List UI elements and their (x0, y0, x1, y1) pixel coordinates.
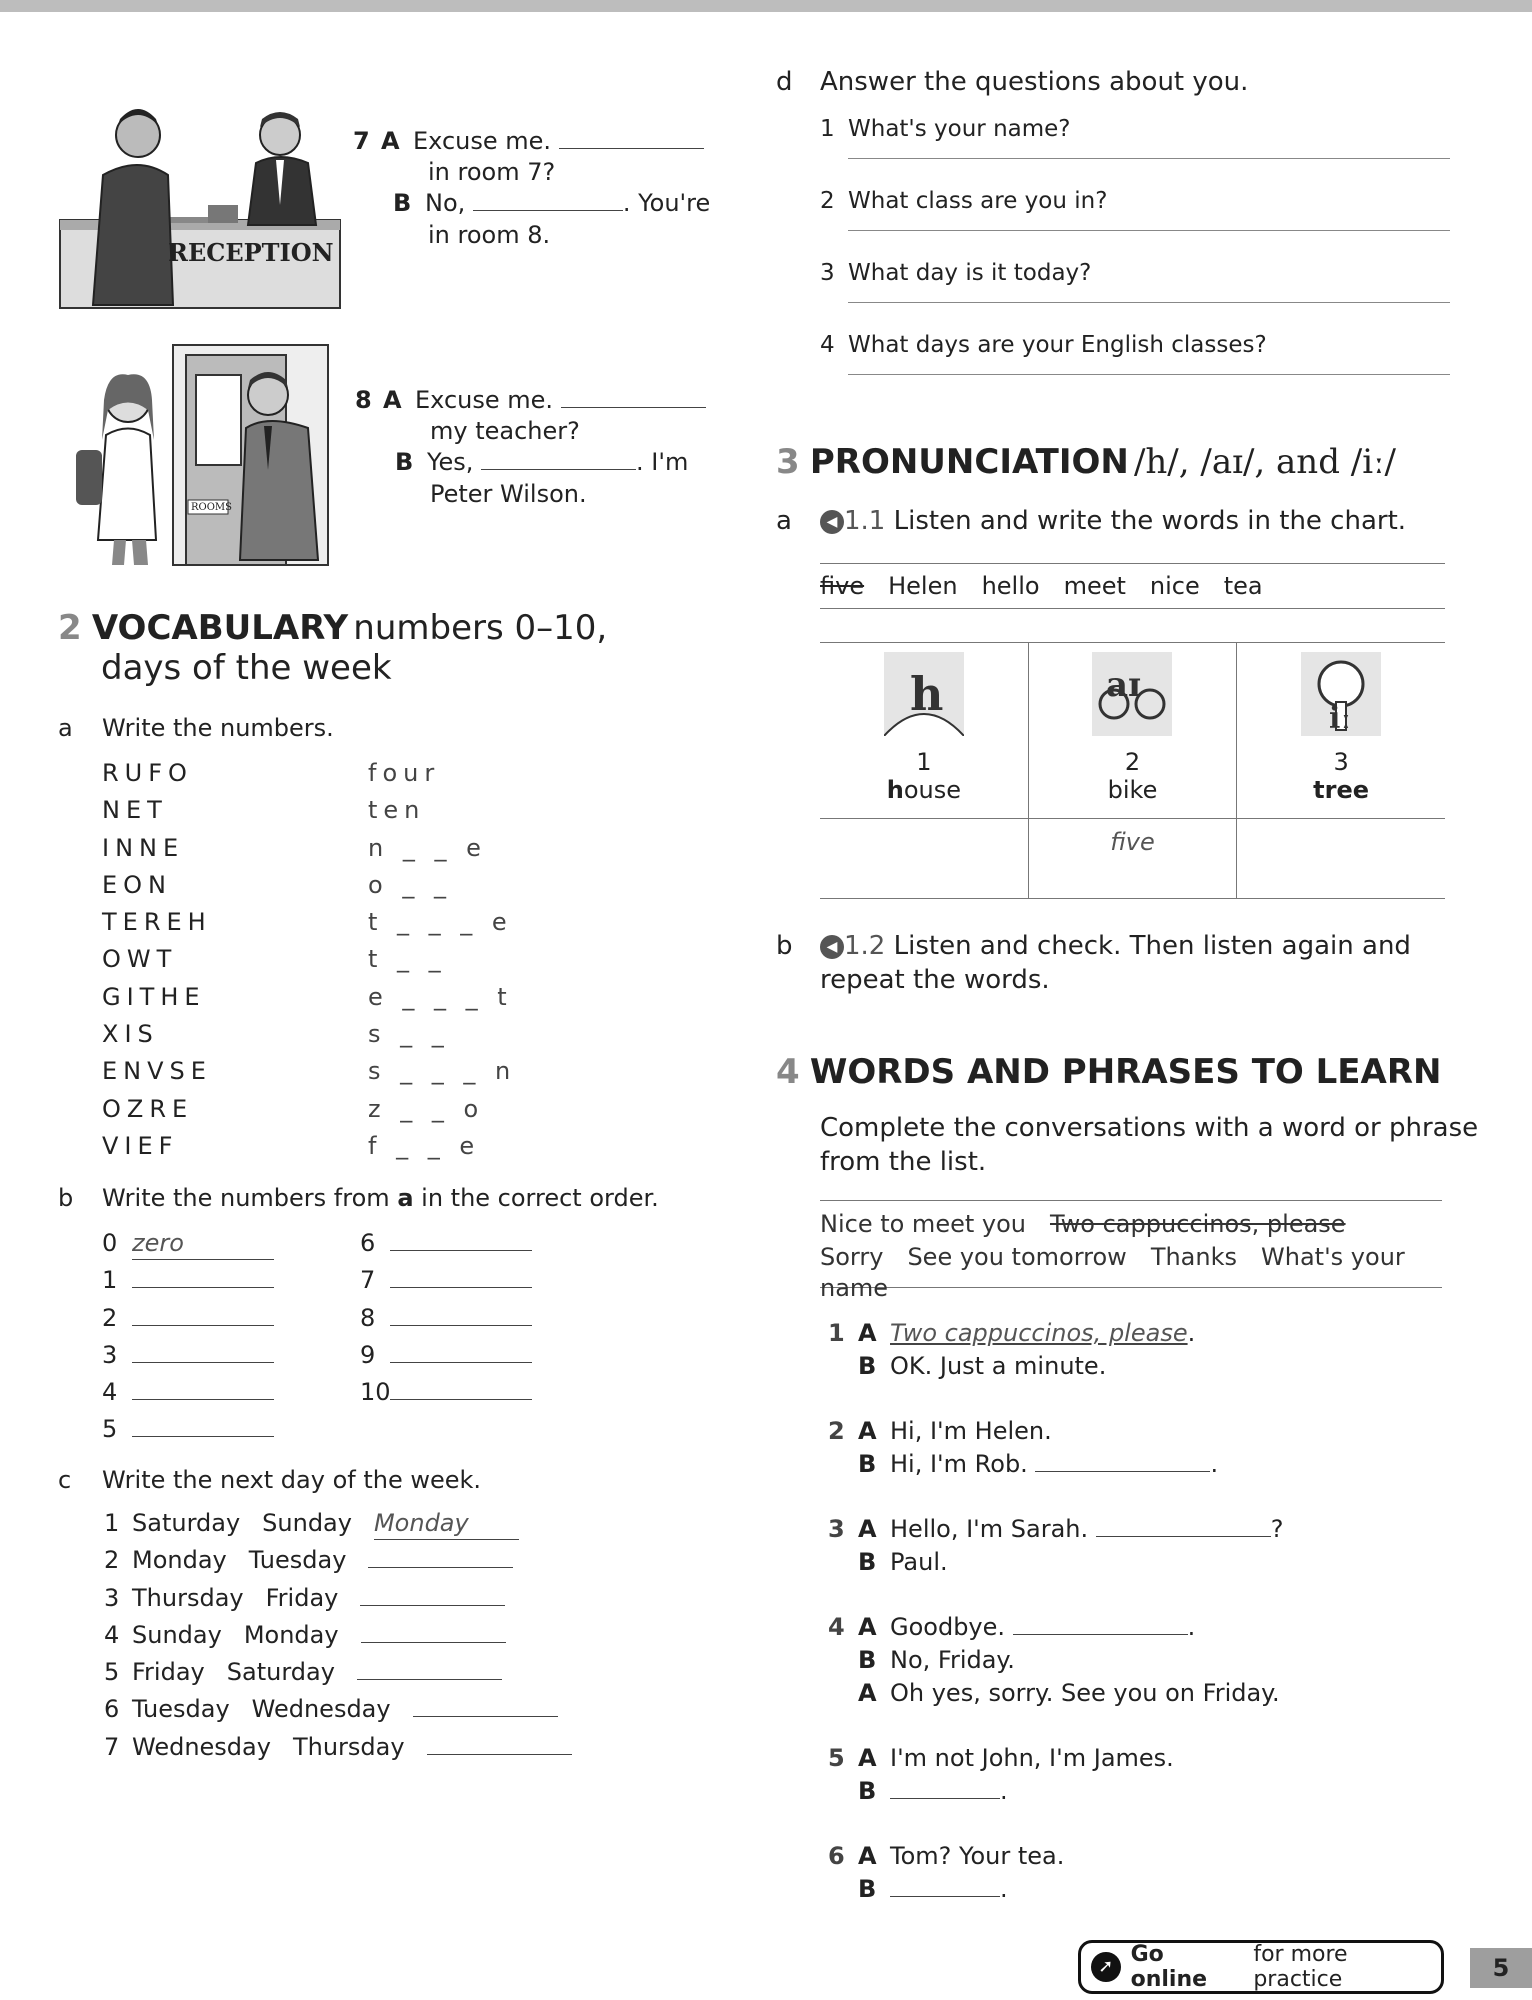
answer-pattern[interactable]: z _ _ o (368, 1094, 485, 1123)
dialog-number: 7 (353, 127, 370, 155)
chart-answer-cell[interactable] (820, 819, 1028, 899)
day-word: Monday (132, 1546, 227, 1575)
scrambled-word: OZRE (102, 1094, 194, 1123)
phrase-item: What's your name (820, 1243, 1405, 1303)
answer-blank[interactable] (890, 1798, 1000, 1799)
day-word: Monday (243, 1620, 339, 1649)
instruction-line: from the list. (820, 1146, 987, 1177)
exercise-2c (58, 1465, 481, 1496)
question: What day is it today? (848, 260, 1092, 286)
question-item (820, 115, 1320, 187)
scramble-row (102, 907, 516, 944)
exercise-instruction: a (397, 1184, 414, 1212)
section-title: WORDS AND PHRASES TO LEARN (809, 1052, 1442, 1092)
day-word: Tuesday (132, 1695, 230, 1724)
item-number: 5 (102, 1415, 118, 1444)
word-list-item: meet (1063, 572, 1126, 600)
item-number: 7 (360, 1266, 376, 1295)
conversation-line (828, 1841, 1458, 1874)
h-sound-icon (884, 652, 964, 736)
answer-blank[interactable] (473, 210, 623, 211)
answer-blank[interactable] (890, 1896, 1000, 1897)
dialog-line: my teacher? (430, 417, 580, 446)
word-list-item: five (820, 572, 865, 600)
conversation-number: 1 (828, 1319, 845, 1347)
chart-cell-1 (820, 643, 1028, 819)
number-row (102, 1414, 274, 1451)
tree-sound-icon (1301, 652, 1381, 736)
svg-text:aɪ: aɪ (1106, 665, 1142, 705)
phrase-item: Nice to meet you (820, 1210, 1026, 1238)
answer-blank[interactable] (561, 407, 706, 408)
question: What's your name? (848, 116, 1071, 142)
day-row (104, 1545, 572, 1582)
number-row (102, 1228, 274, 1265)
dialog-line: Excuse me. (415, 386, 554, 414)
page-number: 5 (1470, 1948, 1532, 1988)
scrambled-word: OWT (102, 945, 178, 974)
speaker-a: A (381, 127, 400, 155)
item-number: 6 (360, 1229, 376, 1257)
section-4-instruction (820, 1112, 1478, 1180)
number-row (360, 1303, 532, 1340)
question-item (820, 187, 1320, 259)
day-word: Wednesday (132, 1732, 271, 1761)
speaker-label: B (858, 1646, 877, 1674)
conversation-line (828, 1449, 1458, 1482)
number-row (102, 1340, 274, 1377)
conversation-line (828, 1547, 1458, 1580)
days-list (104, 1508, 572, 1769)
line-text: Oh yes, sorry. See you on Friday. (890, 1679, 1280, 1707)
number-row (360, 1377, 532, 1414)
conversation-line (828, 1318, 1458, 1351)
speaker-b: B (395, 448, 414, 477)
word-list-item: tea (1223, 572, 1263, 600)
dialog-number: 8 (355, 386, 372, 414)
item-number: 8 (360, 1303, 376, 1332)
speaker-label: B (858, 1548, 877, 1576)
answer-blank[interactable] (132, 1399, 274, 1400)
dialog-line: Yes, (427, 448, 474, 477)
item-number: 1 (820, 116, 835, 142)
dialog-8 (355, 385, 715, 510)
chart-number: 3 (1333, 748, 1349, 776)
word-list-item: nice (1149, 572, 1200, 600)
question: What days are your English classes? (848, 332, 1267, 358)
answer-blank[interactable] (361, 1642, 506, 1643)
dialog-line: Peter Wilson. (430, 479, 587, 508)
scramble-row (102, 833, 516, 870)
line-end: . (1000, 1875, 1008, 1903)
scrambled-word: VIEF (102, 1131, 179, 1160)
scramble-row (102, 1131, 516, 1168)
chart-word-bike: bike (1107, 776, 1158, 804)
day-row (104, 1657, 572, 1694)
scrambled-word: XIS (102, 1020, 159, 1049)
exercise-letter: d (776, 67, 793, 97)
question-text (820, 187, 1320, 217)
numbers-list-right (360, 1228, 532, 1414)
section-3-heading (776, 442, 1396, 482)
reception-sign: RECEPTION (168, 238, 334, 267)
dialog-line: . You're (622, 189, 711, 218)
line-text: OK. Just a minute. (890, 1352, 1107, 1380)
go-online-button[interactable] (1078, 1940, 1444, 1994)
answer-line[interactable] (848, 301, 1450, 303)
speaker-b: B (393, 189, 412, 218)
conversation (828, 1416, 1458, 1482)
audio-icon[interactable]: ◀ (820, 510, 844, 534)
day-word: Friday (132, 1658, 205, 1687)
answer-pattern[interactable]: f _ _ e (368, 1131, 481, 1160)
exercise-instruction: Write the numbers from (102, 1184, 390, 1212)
conversation (828, 1743, 1458, 1809)
exercise-2b (58, 1183, 659, 1214)
scrambled-word: ENVSE (102, 1057, 212, 1086)
exercise-letter: a (58, 714, 73, 742)
numbers-list-left (102, 1228, 274, 1452)
word-list-item: hello (981, 572, 1040, 600)
answer-blank[interactable] (1096, 1536, 1271, 1537)
conversation-line (828, 1612, 1458, 1645)
question-text (820, 115, 1320, 145)
exercise-instruction: Answer the questions about you. (820, 67, 1249, 97)
speaker-label: A (858, 1417, 877, 1445)
question: What class are you in? (848, 188, 1108, 214)
speaker-label: B (858, 1875, 877, 1903)
dialog-7 (353, 126, 713, 251)
section-number: 3 (776, 442, 800, 482)
item-number: 2 (104, 1546, 120, 1575)
line-text: Hello, I'm Sarah. (890, 1515, 1096, 1543)
top-border (0, 0, 1532, 12)
cursor-icon: ➚ (1091, 1952, 1121, 1982)
answer-pattern[interactable]: s _ _ _ n (368, 1057, 517, 1086)
answer-line[interactable] (848, 373, 1450, 375)
item-number: 7 (104, 1732, 120, 1761)
scramble-row (102, 1094, 516, 1131)
speaker-label: B (858, 1450, 877, 1478)
speaker-label: A (858, 1744, 877, 1772)
answer-blank[interactable] (390, 1325, 532, 1326)
scrambled-word: INNE (102, 833, 185, 862)
svg-text:iː: iː (1329, 701, 1352, 736)
number-row (102, 1265, 274, 1302)
scramble-row (102, 944, 516, 981)
exercise-2a (58, 713, 334, 744)
phrase-item: Sorry (820, 1243, 884, 1272)
phrase-list (820, 1200, 1442, 1303)
day-word: Thursday (132, 1583, 244, 1612)
exercise-instruction: in the correct order. (421, 1184, 659, 1212)
section-phonemes: /h/, /aɪ/, and /iː/ (1133, 442, 1397, 482)
number-row (102, 1377, 274, 1414)
speaker-label: B (858, 1777, 877, 1805)
question-item (820, 331, 1320, 403)
conversation (828, 1318, 1458, 1384)
item-number: 5 (104, 1658, 120, 1687)
scramble-row (102, 1056, 516, 1093)
exercise-letter: b (776, 931, 793, 961)
speaker-a: A (383, 386, 402, 414)
exercise-letter: b (58, 1184, 74, 1212)
phrase-item: Thanks (1150, 1243, 1238, 1272)
answer-pattern[interactable]: t _ _ _ e (368, 908, 513, 937)
line-text: I'm not John, I'm James. (890, 1744, 1174, 1772)
answer-line[interactable] (848, 157, 1450, 159)
answer-blank[interactable] (427, 1754, 572, 1755)
conversation-line (828, 1514, 1458, 1547)
line-end: . (1187, 1613, 1196, 1641)
section-subtitle: days of the week (101, 648, 392, 688)
line-text: No, Friday. (890, 1646, 1015, 1674)
item-number: 10 (360, 1378, 391, 1407)
answer-blank[interactable] (1035, 1471, 1210, 1472)
answer-blank[interactable]: Monday (374, 1508, 519, 1540)
item-number: 0 (102, 1229, 118, 1257)
dialog-line: . I'm (636, 448, 689, 477)
answer-pattern[interactable]: e _ _ _ t (368, 982, 513, 1011)
exercise-instruction: Listen and write the words in the chart. (893, 506, 1407, 536)
exercise-instruction: Listen and check. Then listen again and (893, 931, 1411, 961)
section-title: PRONUNCIATION (809, 442, 1129, 482)
svg-text:h: h (909, 667, 944, 721)
item-number: 2 (102, 1303, 118, 1332)
conversation-line (828, 1351, 1458, 1384)
dialog-line: No, (425, 189, 466, 218)
section-title: VOCABULARY (91, 608, 349, 648)
item-number: 2 (820, 188, 835, 214)
answer-blank[interactable] (390, 1362, 532, 1363)
conversation-line (828, 1743, 1458, 1776)
phrase-item: Two cappuccinos, please (1049, 1210, 1346, 1238)
online-rest: for more practice (1253, 1942, 1348, 1992)
chart-word-house: house (886, 776, 962, 804)
answer-blank[interactable] (132, 1325, 274, 1326)
line-end: ? (1270, 1515, 1284, 1543)
answer-blank[interactable] (390, 1250, 532, 1251)
answer-line[interactable] (848, 229, 1450, 231)
answer-blank[interactable] (390, 1287, 532, 1288)
conversation-line (828, 1645, 1458, 1678)
day-word: Thursday (292, 1732, 405, 1761)
scramble-row (102, 982, 516, 1019)
number-row (360, 1228, 532, 1265)
questions-list (820, 115, 1320, 403)
answer-pattern[interactable]: o _ _ (368, 870, 452, 899)
scrambled-word: TEREH (102, 908, 212, 937)
speaker-label: A (858, 1613, 877, 1641)
item-number: 1 (102, 1266, 118, 1295)
scrambled-word: NET (102, 796, 168, 825)
bike-sound-icon (1092, 652, 1172, 736)
scramble-row (102, 1019, 516, 1056)
number-row (360, 1340, 532, 1377)
speaker-label: A (858, 1319, 877, 1347)
conversation (828, 1841, 1458, 1907)
conversation (828, 1514, 1458, 1580)
door-sign: ROOMS (191, 502, 233, 513)
day-word: Sunday (262, 1509, 352, 1537)
exercise-instruction: Write the numbers. (102, 714, 334, 742)
line-end: . (1210, 1450, 1219, 1478)
chart-entry: five (1110, 828, 1155, 856)
conversation-number: 5 (828, 1744, 845, 1772)
section-2-heading (58, 608, 678, 688)
chart-number: 2 (1124, 748, 1141, 776)
conversation-number: 6 (828, 1842, 845, 1870)
line-end: . (1000, 1777, 1008, 1805)
answer-blank[interactable] (559, 148, 704, 149)
line-text: Goodbye. (890, 1613, 1013, 1641)
day-word: Wednesday (251, 1695, 391, 1724)
item-number: 4 (104, 1620, 120, 1649)
exercise-instruction: repeat the words. (820, 964, 1050, 995)
answer-pattern[interactable]: n _ _ e (368, 833, 487, 862)
speaker-label: B (858, 1352, 877, 1380)
conversation-line (828, 1678, 1458, 1711)
audio-track: 1.2 (844, 931, 886, 961)
speaker-label: A (858, 1515, 877, 1543)
pronunciation-chart (820, 642, 1445, 899)
number-row (360, 1265, 532, 1302)
scrambled-word: GITHE (102, 982, 206, 1011)
chart-cell-2 (1028, 643, 1236, 819)
day-row (104, 1620, 572, 1657)
item-number: 3 (820, 260, 835, 286)
speaker-label: A (858, 1679, 877, 1707)
exercise-d (776, 66, 1248, 100)
chart-number: 1 (916, 748, 932, 776)
conversation-line (828, 1776, 1458, 1809)
line-end: . (1187, 1319, 1196, 1347)
scrambled-word: RUFO (102, 759, 193, 787)
number-row (102, 1303, 274, 1340)
dialog-line: Excuse me. (413, 127, 552, 155)
answer-blank[interactable] (132, 1362, 274, 1363)
section-number: 4 (776, 1052, 800, 1092)
conversation-number: 4 (828, 1613, 845, 1641)
line-text: Hi, I'm Helen. (890, 1417, 1052, 1445)
audio-icon[interactable]: ◀ (820, 935, 844, 959)
exercise-instruction: Write the next day of the week. (102, 1466, 482, 1494)
phrase-row (820, 1242, 1442, 1304)
answer-blank[interactable]: zero (132, 1228, 274, 1260)
instruction-line: Complete the conversations with a word or phrase (820, 1113, 1479, 1143)
conversation-list (828, 1318, 1458, 1939)
chart-word-tree: tree (1313, 776, 1370, 804)
word-box (820, 563, 1445, 609)
answer-blank[interactable] (357, 1679, 502, 1680)
audio-track: 1.1 (844, 506, 886, 536)
item-number: 3 (102, 1340, 118, 1369)
day-row (104, 1583, 572, 1620)
day-word: Saturday (132, 1509, 241, 1537)
exercise-3a (776, 505, 1406, 539)
answer-filled[interactable]: Two cappuccinos, please (890, 1319, 1188, 1347)
speaker-label: A (858, 1842, 877, 1870)
item-number: 4 (820, 332, 835, 358)
answer-pattern[interactable]: s _ _ (368, 1020, 450, 1049)
section-subtitle: numbers 0–10, (353, 608, 608, 648)
conversation (828, 1612, 1458, 1711)
day-word: Friday (265, 1583, 339, 1612)
question-text (820, 331, 1320, 361)
dialog-line: in room 7? (428, 158, 556, 187)
answer-pattern[interactable]: four (368, 759, 441, 787)
answer-blank[interactable] (1013, 1634, 1188, 1635)
day-row (104, 1694, 572, 1731)
classroom-door-illustration (68, 340, 383, 570)
answer-blank[interactable] (132, 1436, 274, 1437)
exercise-3b (776, 930, 1466, 998)
scramble-row (102, 758, 516, 795)
phrase-row (820, 1209, 1442, 1240)
day-word: Saturday (226, 1658, 335, 1687)
answer-blank[interactable] (481, 469, 636, 470)
chart-answer-cell[interactable] (1237, 819, 1445, 899)
section-number: 2 (58, 608, 82, 648)
reception-illustration (58, 105, 343, 310)
scrambled-word: EON (102, 870, 173, 899)
answer-blank[interactable] (132, 1287, 274, 1288)
answer-pattern[interactable]: ten (368, 796, 426, 825)
conversation-line (828, 1874, 1458, 1907)
day-word: Sunday (132, 1620, 222, 1649)
item-number: 9 (360, 1340, 376, 1369)
answer-blank[interactable] (390, 1399, 532, 1400)
chart-answer-cell[interactable] (1028, 819, 1236, 899)
scramble-row (102, 795, 516, 832)
phrase-item: See you tomorrow (907, 1243, 1127, 1272)
day-row (104, 1732, 572, 1769)
item-number: 6 (104, 1695, 120, 1724)
answer-blank[interactable] (360, 1605, 505, 1606)
item-number: 4 (102, 1378, 118, 1407)
online-bold: Go online (1130, 1942, 1208, 1992)
scramble-list (102, 758, 516, 1168)
exercise-letter: c (58, 1466, 72, 1494)
line-text: Tom? Your tea. (890, 1842, 1065, 1870)
dialog-line: in room 8. (428, 220, 551, 249)
question-item (820, 259, 1320, 331)
question-text (820, 259, 1320, 289)
scramble-row (102, 870, 516, 907)
section-4-heading (776, 1052, 1441, 1092)
chart-cell-3 (1237, 643, 1445, 819)
line-text: Paul. (890, 1548, 948, 1576)
day-word: Tuesday (248, 1546, 347, 1575)
item-number: 1 (104, 1509, 120, 1537)
day-row (104, 1508, 572, 1545)
exercise-letter: a (776, 506, 792, 536)
word-list-item: Helen (888, 572, 958, 600)
line-text: Hi, I'm Rob. (890, 1450, 1036, 1478)
conversation-line (828, 1416, 1458, 1449)
item-number: 3 (104, 1583, 120, 1612)
conversation-number: 3 (828, 1515, 845, 1543)
answer-blank[interactable] (413, 1716, 558, 1717)
conversation-number: 2 (828, 1417, 845, 1445)
answer-pattern[interactable]: t _ _ (368, 945, 447, 974)
answer-blank[interactable] (368, 1567, 513, 1568)
